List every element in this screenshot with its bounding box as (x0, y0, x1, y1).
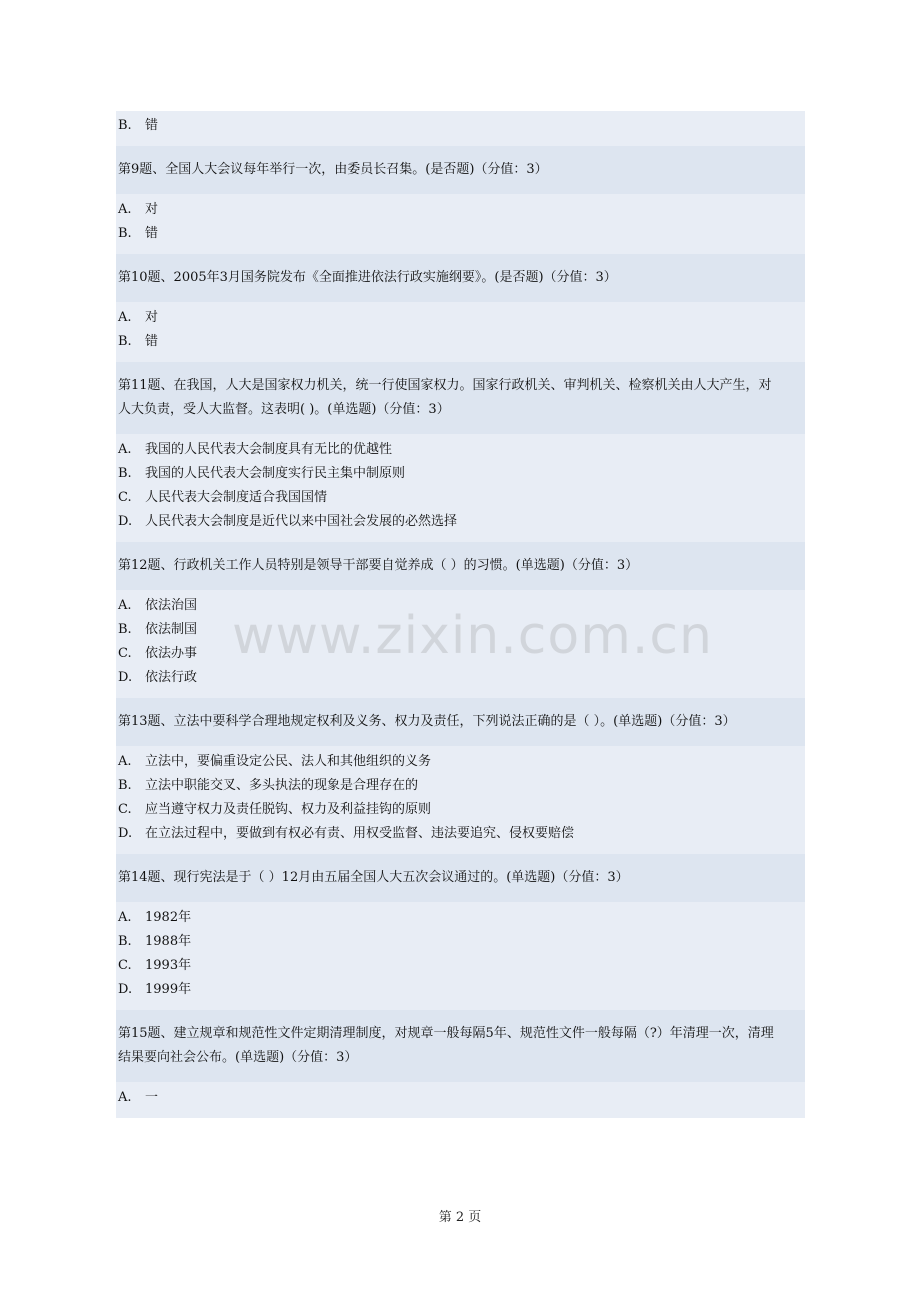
option-letter: C. (118, 646, 132, 661)
option-letter: A. (118, 910, 132, 925)
option-letter: B. (118, 226, 132, 241)
option-item (118, 510, 805, 534)
option-letter: A. (118, 442, 132, 457)
question-stem-q10 (116, 266, 805, 290)
option-item (118, 618, 805, 642)
option-letter: B. (118, 334, 132, 349)
option-item (118, 306, 805, 330)
spacer (116, 698, 805, 710)
option-text: 错 (145, 334, 159, 349)
option-item (118, 906, 805, 930)
question-list (116, 111, 805, 1118)
option-text: 应当遵守权力及责任脱钩、权力及利益挂钩的原则 (145, 802, 432, 817)
option-item (118, 486, 805, 510)
option-letter: A. (118, 202, 132, 217)
option-text: 依法治国 (145, 598, 198, 613)
option-item (118, 774, 805, 798)
option-item (118, 978, 805, 1002)
option-text: 人民代表大会制度适合我国国情 (145, 490, 328, 505)
spacer (116, 854, 805, 866)
option-text: 1999年 (145, 982, 192, 997)
option-letter: C. (118, 490, 132, 505)
question-stem-q15 (116, 1022, 805, 1070)
option-item (118, 930, 805, 954)
option-text: 依法办事 (145, 646, 198, 661)
option-item (118, 642, 805, 666)
option-text: 1993年 (145, 958, 192, 973)
option-letter: B. (118, 622, 132, 637)
option-text: 错 (145, 118, 159, 133)
option-item (118, 222, 805, 246)
question-line: 人大负责，受人大监督。这表明( )。(单选题)（分值：3） (118, 402, 450, 417)
option-item (118, 954, 805, 978)
option-letter: D. (118, 514, 133, 529)
option-letter: A. (118, 598, 132, 613)
spacer (116, 254, 805, 266)
spacer (116, 290, 805, 302)
spacer (116, 1070, 805, 1082)
spacer (116, 1010, 805, 1022)
option-item (118, 594, 805, 618)
option-letter: D. (118, 826, 133, 841)
question-line: 第9题、全国人大会议每年举行一次，由委员长召集。(是否题)（分值：3） (118, 162, 548, 177)
option-letter: B. (118, 934, 132, 949)
spacer (116, 578, 805, 590)
spacer (116, 734, 805, 746)
option-item (118, 114, 805, 138)
spacer (116, 182, 805, 194)
option-text: 我国的人民代表大会制度实行民主集中制原则 (145, 466, 406, 481)
spacer (116, 362, 805, 374)
option-letter: A. (118, 1090, 132, 1105)
question-stem-q12 (116, 554, 805, 578)
option-item (118, 1086, 805, 1110)
question-line: 第11题、在我国，人大是国家权力机关，统一行使国家权力。国家行政机关、审判机关、检察机关由人大产生，对 (118, 378, 772, 393)
spacer (116, 542, 805, 554)
option-item (118, 330, 805, 354)
option-item (118, 666, 805, 690)
options-q15 (116, 1082, 805, 1118)
question-line: 第12题、行政机关工作人员特别是领导干部要自觉养成（ ）的习惯。(单选题)（分值：3） (118, 558, 639, 573)
options-q13 (116, 746, 805, 854)
question-line: 第15题、建立规章和规范性文件定期清理制度，对规章一般每隔5年、规范性文件一般每隔（?）年清理一次，清理 (118, 1026, 774, 1041)
spacer (116, 890, 805, 902)
option-text: 依法行政 (145, 670, 198, 685)
spacer (116, 422, 805, 434)
option-text: 我国的人民代表大会制度具有无比的优越性 (145, 442, 393, 457)
options-q11 (116, 434, 805, 542)
options-q12 (116, 590, 805, 698)
option-text: 错 (145, 226, 159, 241)
option-letter: B. (118, 118, 132, 133)
option-item (118, 822, 805, 846)
page-number: 第 2 页 (438, 1210, 482, 1225)
option-text: 人民代表大会制度是近代以来中国社会发展的必然选择 (145, 514, 458, 529)
question-stem-q13 (116, 710, 805, 734)
option-letter: B. (118, 466, 132, 481)
question-line: 第13题、立法中要科学合理地规定权利及义务、权力及责任，下列说法正确的是（ ）。(单选题)（分值：3） (118, 714, 736, 729)
option-letter: A. (118, 754, 132, 769)
question-stem-q9 (116, 158, 805, 182)
option-text: 立法中，要偏重设定公民、法人和其他组织的义务 (145, 754, 432, 769)
option-item (118, 462, 805, 486)
options-q9 (116, 194, 805, 254)
watermark: www.zixin.com.cn (232, 606, 713, 666)
prev-options (116, 111, 805, 146)
option-text: 在立法过程中，要做到有权必有责、用权受监督、违法要追究、侵权要赔偿 (145, 826, 575, 841)
option-letter: D. (118, 982, 133, 997)
question-line: 结果要向社会公布。(单选题)（分值：3） (118, 1050, 358, 1065)
option-letter: D. (118, 670, 133, 685)
option-text: 对 (145, 310, 159, 325)
option-text: 一 (145, 1090, 159, 1105)
option-text: 立法中职能交叉、多头执法的现象是合理存在的 (145, 778, 419, 793)
question-line: 第10题、2005年3月国务院发布《全面推进依法行政实施纲要》。(是否题)（分值：3） (118, 270, 617, 285)
option-text: 对 (145, 202, 159, 217)
option-item (118, 798, 805, 822)
question-line: 第14题、现行宪法是于（ ）12月由五届全国人大五次会议通过的。(单选题)（分值：3） (118, 870, 629, 885)
question-stem-q11 (116, 374, 805, 422)
option-letter: B. (118, 778, 132, 793)
option-text: 依法制国 (145, 622, 198, 637)
option-item (118, 750, 805, 774)
options-q10 (116, 302, 805, 362)
option-text: 1982年 (145, 910, 192, 925)
question-stem-q14 (116, 866, 805, 890)
option-item (118, 198, 805, 222)
options-q14 (116, 902, 805, 1010)
spacer (116, 146, 805, 158)
option-item (118, 438, 805, 462)
option-letter: A. (118, 310, 132, 325)
option-text: 1988年 (145, 934, 192, 949)
option-letter: C. (118, 958, 132, 973)
option-letter: C. (118, 802, 132, 817)
